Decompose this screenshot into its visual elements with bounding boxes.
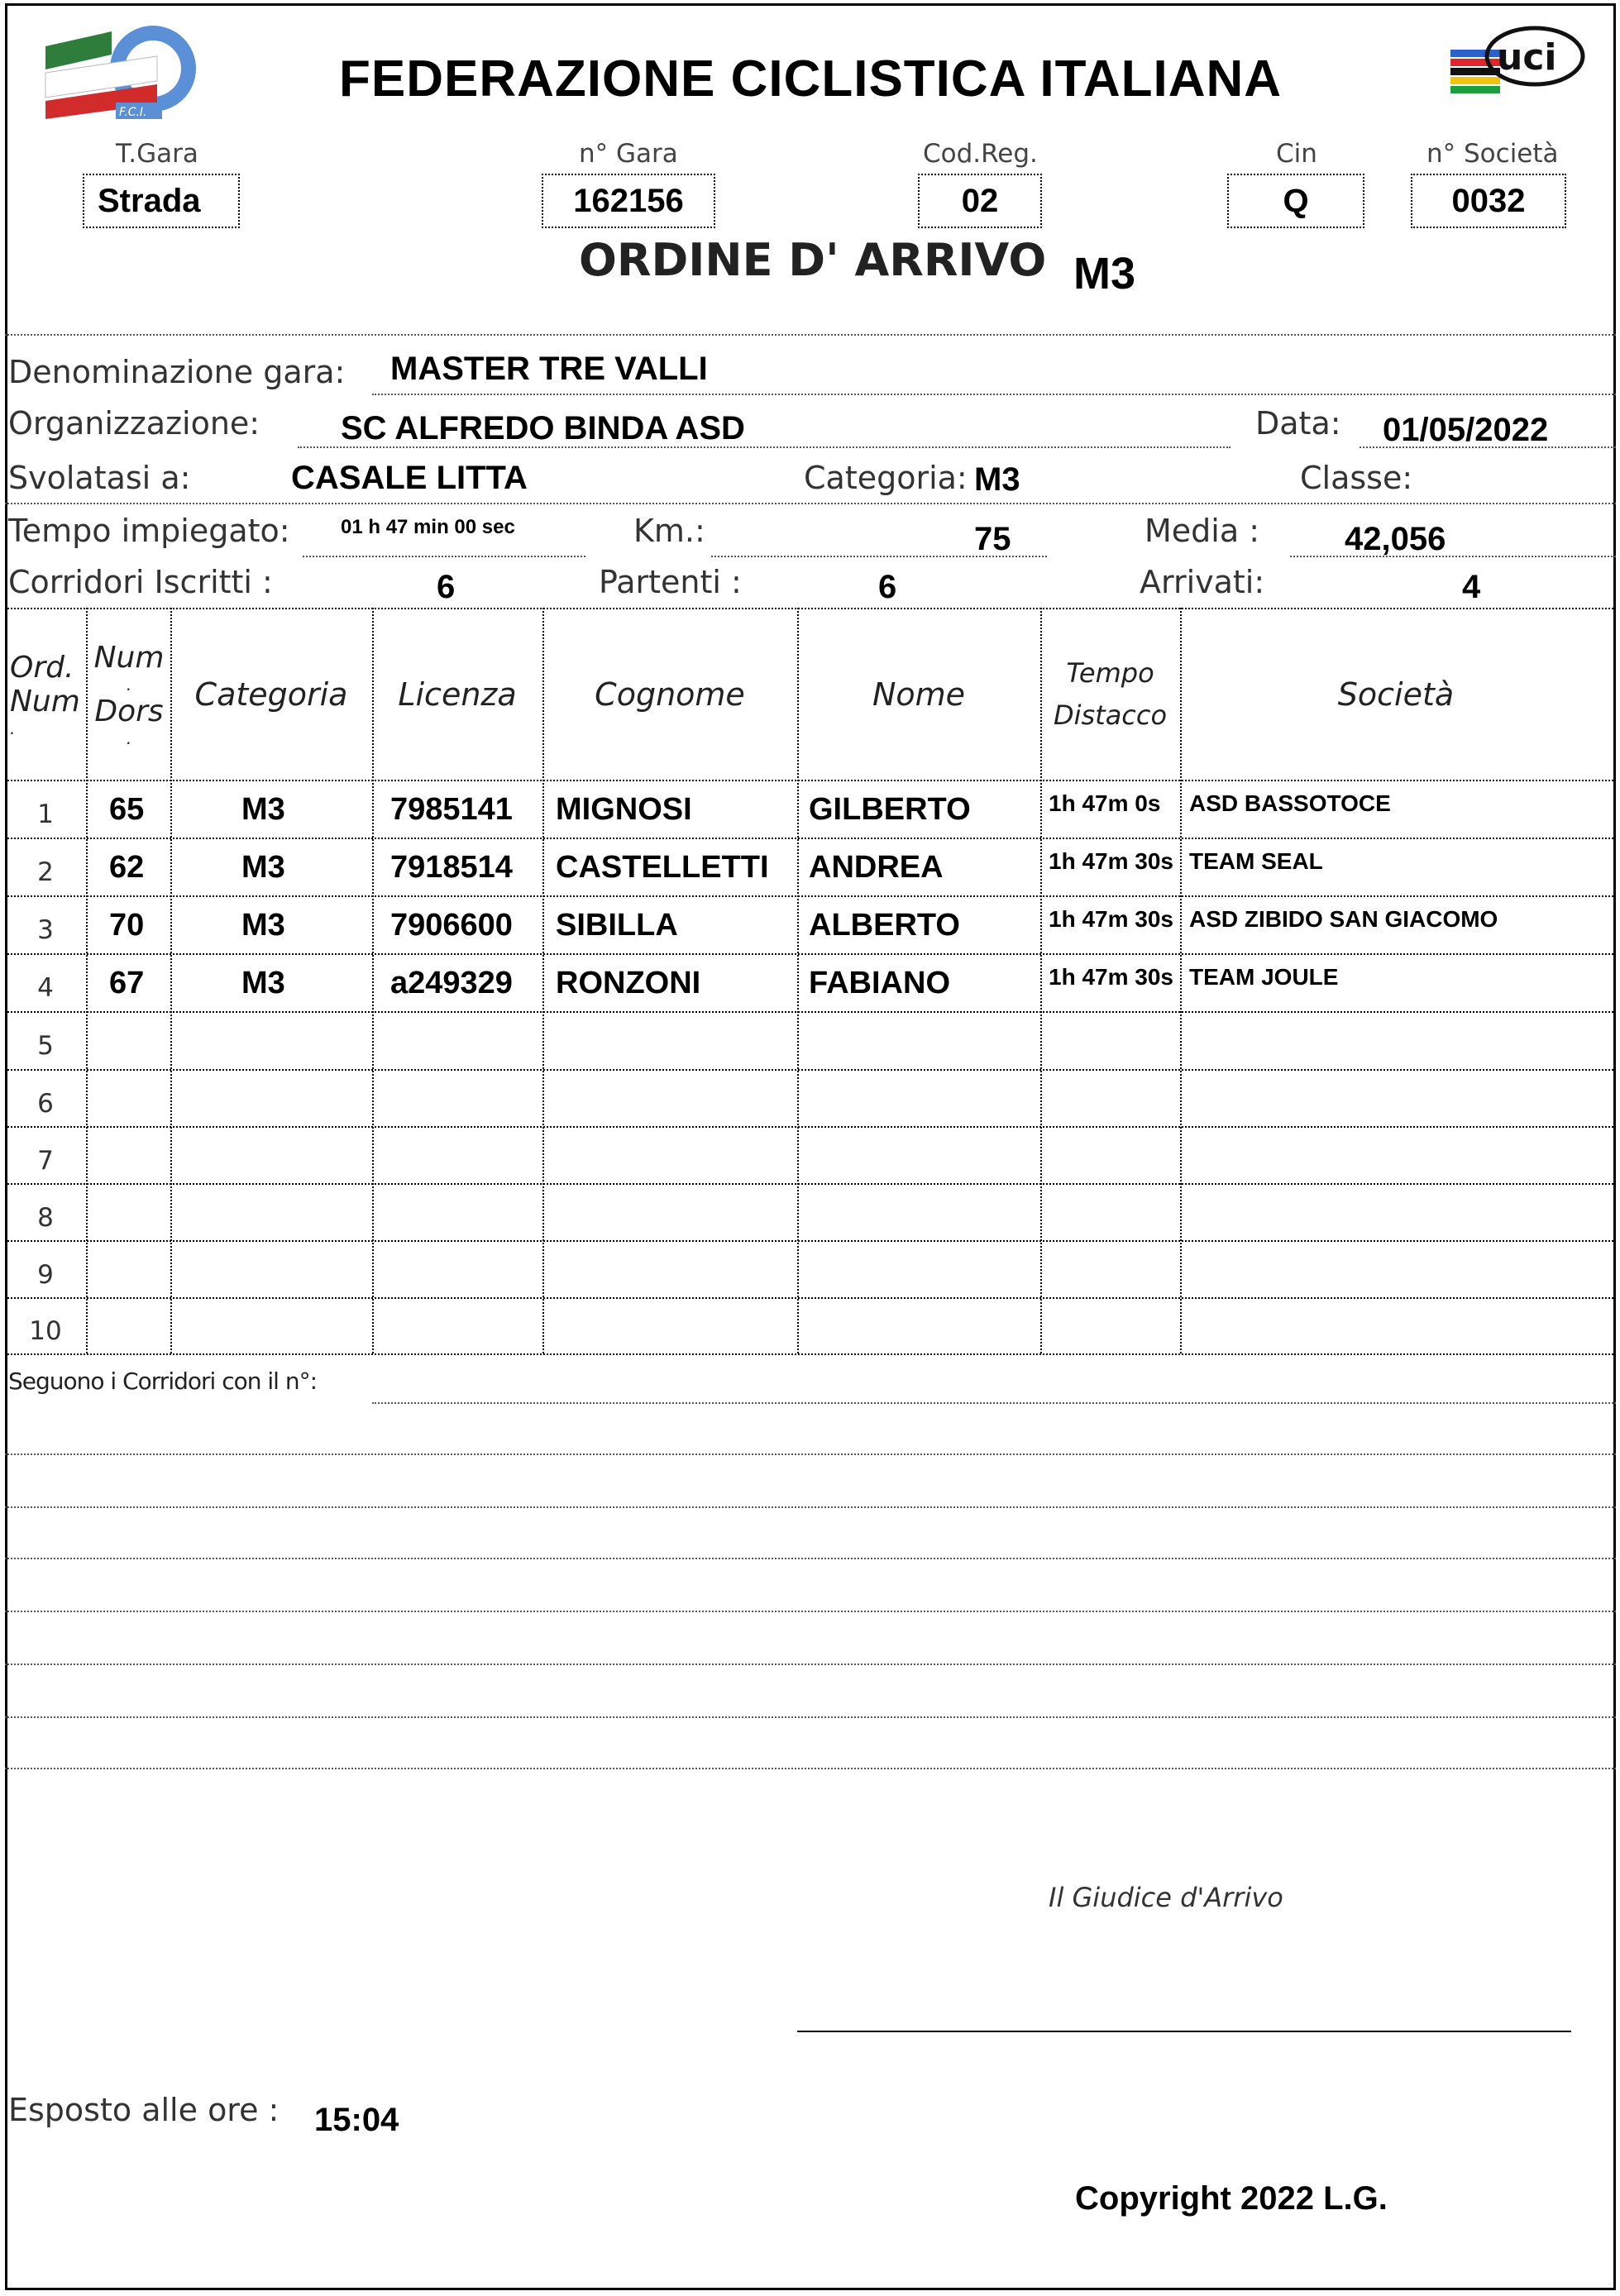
media-value: 42,056 [1345,521,1446,557]
iscritti-value: 6 [437,569,456,605]
km-value: 75 [974,521,1011,557]
seguono-line [5,1506,1616,1508]
seguono-line [5,1611,1616,1612]
cod-reg-field: 02 [918,174,1042,228]
seguono-line [5,1716,1616,1718]
uci-logo-text: uci [1497,36,1557,79]
arrivati-value: 4 [1462,569,1481,605]
fci-logo [33,21,203,121]
organizzazione-label: Organizzazione: [8,405,260,442]
row-licenza: a249329 [390,965,513,1000]
field-underline [372,394,1616,395]
header-num-line4: . [126,728,132,748]
header-ord-line1: Ord. [10,651,74,685]
results-sheet [5,3,1616,2290]
row-dorsale: 62 [109,849,145,885]
esposto-label: Esposto alle ore : [8,2092,280,2128]
tempo-label: Tempo impiegato: [8,513,290,549]
divider [5,334,1616,336]
field-underline [298,446,1231,448]
iscritti-label: Corridori Iscritti : [8,564,273,600]
header-num-line3: Dors [94,695,164,728]
row-line [5,838,1616,839]
row-ord: 6 [37,1088,54,1119]
row-line [5,1183,1616,1185]
row-cognome: MIGNOSI [556,791,692,827]
row-licenza: 7906600 [390,907,513,943]
fci-logo-text: F.C.I. [119,106,147,119]
header-tempo [1040,628,1180,761]
seguono-line [5,1453,1616,1455]
row-dorsale: 67 [109,965,145,1000]
document-category: M3 [1073,249,1136,298]
row-line [5,1297,1616,1299]
row-dorsale: 70 [109,907,145,943]
row-nome: ANDREA [809,849,944,885]
arrivati-label: Arrivati: [1140,564,1265,600]
table-border [5,608,1616,609]
row-societa: TEAM SEAL [1189,848,1323,874]
svolatasi-label: Svolatasi a: [8,460,191,496]
header-licenza: Licenza [398,676,517,713]
row-categoria: M3 [241,965,285,1000]
tempo-value: 01 h 47 min 00 sec [341,516,515,538]
data-label: Data: [1255,405,1341,442]
categoria-value: M3 [974,461,1020,498]
data-value: 01/05/2022 [1383,412,1549,448]
row-societa: TEAM JOULE [1189,964,1339,990]
seguono-line [372,1402,1616,1404]
denominazione-value: MASTER TRE VALLI [390,351,708,387]
header-num-line2: . [126,675,132,695]
row-line [5,895,1616,897]
classe-label: Classe: [1300,460,1413,496]
cod-reg-label: Cod.Reg. [923,139,1038,169]
row-line [5,1126,1616,1128]
row-cognome: RONZONI [556,965,701,1000]
organizzazione-value: SC ALFREDO BINDA ASD [341,410,745,446]
giudice-label: Il Giudice d'Arrivo [1049,1882,1283,1913]
document-title: ORDINE D' ARRIVO [579,234,1047,286]
categoria-label: Categoria: [804,460,968,496]
row-ord: 1 [37,800,54,829]
header-ord-line2: Num [10,685,80,718]
n-gara-field: 162156 [542,174,715,228]
row-categoria: M3 [241,907,285,943]
row-licenza: 7918514 [390,849,513,885]
row-tempo: 1h 47m 30s [1049,906,1173,932]
n-societa-field: 0032 [1411,174,1566,228]
svolatasi-value: CASALE LITTA [291,460,528,496]
field-underline [1360,446,1616,448]
row-nome: ALBERTO [809,907,960,943]
header-societa: Società [1337,676,1455,713]
seguono-line [5,1558,1616,1559]
row-ord: 8 [37,1202,54,1233]
row-ord: 5 [37,1031,54,1061]
page-title: FEDERAZIONE CICLISTICA ITALIANA [339,50,1283,107]
row-dorsale: 65 [109,791,145,827]
header-nome: Nome [872,676,966,713]
header-num-dors [88,612,170,777]
header-categoria: Categoria [194,676,348,713]
partenti-label: Partenti : [599,564,742,600]
row-categoria: M3 [241,791,285,827]
row-line [5,1069,1616,1071]
row-cognome: CASTELLETTI [556,849,769,885]
uci-logo [1446,20,1586,111]
row-ord: 3 [37,915,54,945]
row-line [5,1011,1616,1013]
row-tempo: 1h 47m 30s [1049,964,1173,990]
field-underline [1290,556,1616,557]
row-ord: 2 [37,857,54,887]
field-underline [711,556,1047,557]
partenti-value: 6 [878,569,897,605]
row-ord: 4 [37,973,54,1003]
seguono-line [5,1664,1616,1665]
row-tempo: 1h 47m 0s [1049,790,1161,816]
row-line [5,1240,1616,1242]
n-gara-label: n° Gara [579,139,678,169]
signature-line [797,2031,1571,2032]
header-tempo-line1: Tempo [1066,656,1154,689]
header-num-line1: Num [93,641,165,675]
row-tempo: 1h 47m 30s [1049,848,1173,874]
row-ord: 10 [29,1316,62,1346]
header-ord-line3: . [10,718,16,738]
copyright: Copyright 2022 L.G. [1075,2180,1388,2217]
row-licenza: 7985141 [390,791,513,827]
divider [5,503,1616,504]
row-societa: ASD ZIBIDO SAN GIACOMO [1189,906,1498,932]
header-tempo-line2: Distacco [1053,699,1168,731]
field-underline [303,556,585,557]
t-gara-label: T.Gara [116,139,198,169]
row-categoria: M3 [241,849,285,885]
cin-field: Q [1227,174,1364,228]
seguono-line [5,1768,1616,1769]
cin-label: Cin [1276,139,1317,169]
row-line [5,953,1616,955]
denominazione-label: Denominazione gara: [8,354,346,390]
row-nome: FABIANO [809,965,950,1000]
table-border [5,780,1616,781]
row-cognome: SIBILLA [556,907,678,943]
t-gara-field: Strada [83,174,240,228]
header-cognome: Cognome [595,676,745,713]
n-societa-label: n° Società [1426,139,1559,169]
row-ord: 7 [37,1145,54,1176]
km-label: Km.: [633,513,705,549]
esposto-value: 15:04 [314,2102,399,2138]
seguono-label: Seguono i Corridori con il n°: [8,1368,318,1395]
row-nome: GILBERTO [809,791,971,827]
header-ord [7,612,84,777]
row-ord: 9 [37,1259,54,1290]
row-societa: ASD BASSOTOCE [1189,790,1391,816]
media-label: Media : [1145,513,1260,549]
row-line [5,1353,1616,1355]
